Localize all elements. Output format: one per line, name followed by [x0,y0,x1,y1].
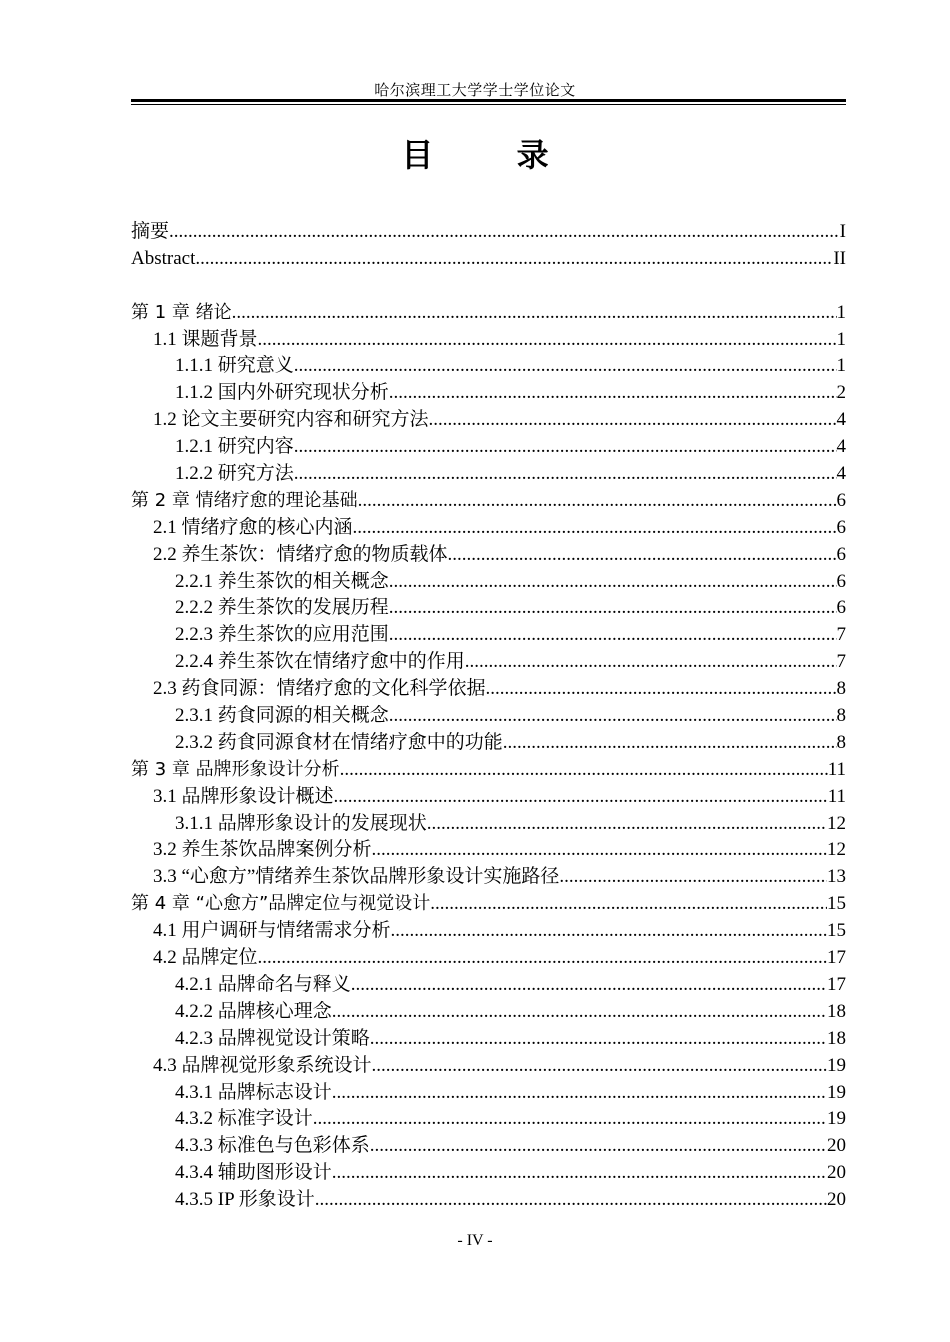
dot-leader [258,327,837,354]
toc-entry-label: 2.1 情绪疗愈的核心内涵 [153,516,353,538]
toc-entry-page: 12 [827,812,846,834]
dot-leader [294,461,837,488]
toc-entry-page: 7 [836,651,846,673]
dot-leader [332,1080,827,1107]
toc-entry-page: 15 [827,920,846,942]
dot-leader [169,219,840,246]
toc-entry[interactable] [131,784,846,811]
toc-entry[interactable] [131,864,846,891]
dot-leader [294,434,837,461]
dot-leader [389,703,837,730]
dot-leader [372,1053,827,1080]
toc-entry-label: 4.3.3 标准色与色彩体系 [175,1135,370,1157]
dot-leader [389,595,837,622]
toc-entry-page: 4 [836,409,846,431]
dot-leader [258,945,827,972]
toc-entry[interactable] [131,837,846,864]
dot-leader [389,622,837,649]
toc-entry-page: 20 [827,1162,846,1184]
toc-chapter-entry[interactable] [131,246,846,273]
toc-entry[interactable] [131,999,846,1026]
toc-entry-label: 2.2 养生茶饮：情绪疗愈的物质载体 [153,543,448,565]
dot-leader [370,1133,827,1160]
toc-entry-page: 12 [827,839,846,861]
toc-entry[interactable] [131,542,846,569]
toc-entry-label: 4.3.1 品牌标志设计 [175,1081,332,1103]
toc-entry-label: 3.1.1 品牌形象设计的发展现状 [175,812,427,834]
toc-entry-page: 6 [836,570,846,592]
table-of-contents [131,219,846,1214]
toc-entry-page: 20 [827,1135,846,1157]
toc-entry-page: 8 [836,678,846,700]
toc-entry-label: 2.2.4 养生茶饮在情绪疗愈中的作用 [175,651,465,673]
toc-chapter-entry[interactable] [131,300,846,327]
dot-leader [195,246,833,273]
dot-leader [351,972,827,999]
dot-leader [486,676,837,703]
toc-entry-page: II [833,247,846,269]
toc-entry-page: 19 [827,1054,846,1076]
toc-chapter-entry[interactable] [131,488,846,515]
toc-entry-label: 4.1 用户调研与情绪需求分析 [153,920,391,942]
toc-entry-label: 4.3 品牌视觉形象系统设计 [153,1054,372,1076]
toc-entry-label: 第 1 章 绪论 [131,301,232,323]
dot-leader [232,300,837,327]
toc-entry-page: 2 [836,382,846,404]
toc-entry-label: 2.3 药食同源：情绪疗愈的文化科学依据 [153,678,486,700]
dot-leader [332,999,827,1026]
toc-entry-page: 20 [827,1189,846,1211]
toc-entry[interactable] [131,461,846,488]
toc-entry-label: 4.3.5 IP 形象设计 [175,1189,315,1211]
toc-entry-page: 6 [836,597,846,619]
toc-entry[interactable] [131,972,846,999]
toc-entry[interactable] [131,1187,846,1214]
toc-entry-label: 4.2.3 品牌视觉设计策略 [175,1027,370,1049]
toc-entry[interactable] [131,380,846,407]
toc-entry[interactable] [131,515,846,542]
toc-entry[interactable] [131,1160,846,1187]
dot-leader [559,864,827,891]
toc-entry-page: 13 [827,866,846,888]
toc-entry[interactable] [131,569,846,596]
toc-entry[interactable] [131,1053,846,1080]
toc-chapter-entry[interactable] [131,891,846,918]
toc-entry[interactable] [131,730,846,757]
toc-entry-label: 摘要 [131,221,170,242]
toc-entry-label: 1.1.1 研究意义 [175,355,294,377]
dot-leader [429,407,837,434]
dot-leader [313,1106,827,1133]
toc-entry-label: 4.3.4 辅助图形设计 [175,1162,332,1184]
toc-entry-label: 4.3.2 标准字设计 [175,1108,313,1130]
toc-entry-page: 4 [836,436,846,458]
toc-entry-page: 6 [836,489,846,511]
dot-leader [391,918,827,945]
dot-leader [372,837,827,864]
toc-entry-page: 17 [827,947,846,969]
toc-entry-page: 6 [836,543,846,565]
toc-entry[interactable] [131,407,846,434]
toc-entry[interactable] [131,622,846,649]
dot-leader [353,515,837,542]
toc-entry-page: 17 [827,973,846,995]
header-rule-thick [131,99,846,102]
toc-entry-page: 8 [836,705,846,727]
toc-entry[interactable] [131,327,846,354]
section-gap [131,273,846,300]
toc-entry-page: 15 [827,893,846,915]
dot-leader [389,569,837,596]
toc-entry-page: 11 [827,758,846,780]
toc-entry-label: 1.2.1 研究内容 [175,436,294,458]
toc-entry-label: 4.2.2 品牌核心理念 [175,1000,332,1022]
toc-entry-label: 2.3.1 药食同源的相关概念 [175,705,389,727]
toc-entry[interactable] [131,1026,846,1053]
toc-entry[interactable] [131,434,846,461]
dot-leader [503,730,837,757]
running-header: 哈尔滨理工大学学士学位论文 [374,83,576,99]
toc-entry[interactable] [131,703,846,730]
toc-entry-page: 6 [836,516,846,538]
toc-entry[interactable] [131,676,846,703]
dot-leader [389,380,837,407]
dot-leader [358,488,837,515]
toc-entry[interactable] [131,1106,846,1133]
toc-entry-label: 1.1.2 国内外研究现状分析 [175,382,389,404]
toc-entry-label: 4.2 品牌定位 [153,947,258,969]
toc-entry[interactable] [131,1133,846,1160]
toc-entry-label: 第 3 章 品牌形象设计分析 [131,758,340,780]
toc-entry-page: 18 [827,1000,846,1022]
dot-leader [340,757,828,784]
toc-entry[interactable] [131,353,846,380]
toc-entry-page: 18 [827,1027,846,1049]
toc-entry[interactable] [131,649,846,676]
front-matter-list [131,219,846,273]
dot-leader [448,542,837,569]
toc-entry-label: 第 2 章 情绪疗愈的理论基础 [131,489,358,511]
toc-entry-label: 2.2.2 养生茶饮的发展历程 [175,597,389,619]
toc-entry-page: 1 [836,301,846,323]
dot-leader [427,811,827,838]
toc-entry-label: 1.2.2 研究方法 [175,463,294,485]
toc-entry-page: 19 [827,1081,846,1103]
toc-entry-page: 1 [836,355,846,377]
dot-leader [370,1026,827,1053]
toc-entry-label: 第 4 章 “心愈方”品牌定位与视觉设计 [131,893,431,915]
toc-entry-label: 3.1 品牌形象设计概述 [153,785,334,807]
toc-entry-page: 19 [827,1108,846,1130]
dot-leader [465,649,837,676]
chapter-list [131,300,846,1214]
toc-entry-label: 1.2 论文主要研究内容和研究方法 [153,409,429,431]
dot-leader [334,784,828,811]
toc-entry-label: 3.3 “心愈方”情绪养生茶饮品牌形象设计实施路径 [153,866,560,888]
toc-entry-label: 1.1 课题背景 [153,328,258,350]
toc-chapter-entry[interactable] [131,219,846,246]
toc-entry-page: 11 [827,785,846,807]
dot-leader [294,353,837,380]
dot-leader [315,1187,827,1214]
page-number: - IV - [457,1232,493,1249]
header-rule-thin [131,104,846,105]
toc-entry[interactable] [131,811,846,838]
dot-leader [430,891,827,918]
toc-entry-label: 2.2.1 养生茶饮的相关概念 [175,570,389,592]
toc-entry-page: I [839,221,846,242]
toc-entry[interactable] [131,1080,846,1107]
toc-entry-label: Abstract [131,247,196,269]
toc-entry-label: 3.2 养生茶饮品牌案例分析 [153,839,372,861]
toc-entry-page: 7 [836,624,846,646]
toc-entry[interactable] [131,945,846,972]
toc-entry-label: 2.2.3 养生茶饮的应用范围 [175,624,389,646]
toc-entry-page: 8 [836,731,846,753]
toc-entry-label: 2.3.2 药食同源食材在情绪疗愈中的功能 [175,731,503,753]
dot-leader [332,1160,827,1187]
toc-entry-page: 1 [836,328,846,350]
toc-entry-label: 4.2.1 品牌命名与释义 [175,973,351,995]
toc-chapter-entry[interactable] [131,757,846,784]
toc-title: 目 录 [401,136,585,174]
toc-entry[interactable] [131,918,846,945]
toc-entry[interactable] [131,595,846,622]
toc-entry-page: 4 [836,463,846,485]
